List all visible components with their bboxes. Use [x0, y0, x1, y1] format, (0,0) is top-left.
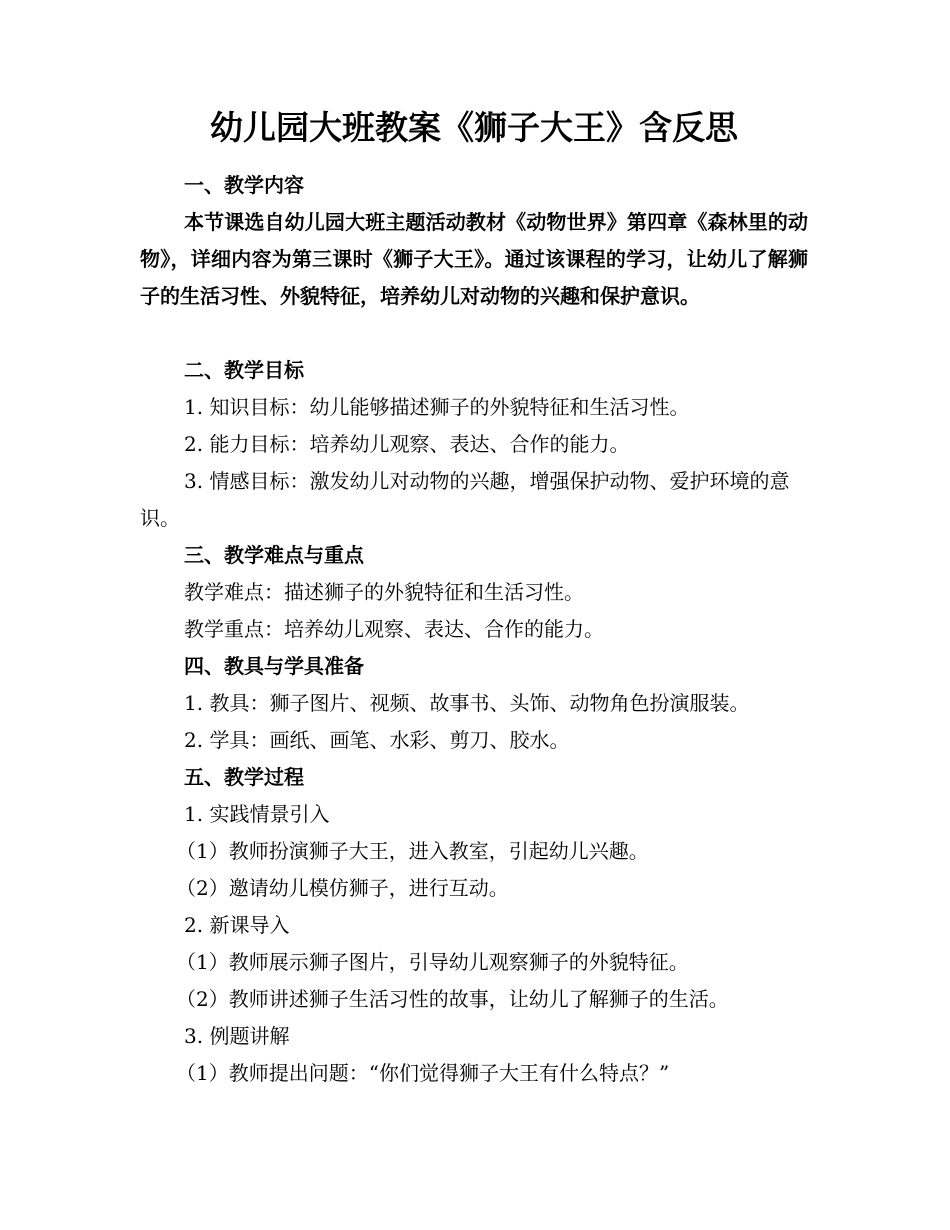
goal-ability: 2. 能力目标：培养幼儿观察、表达、合作的能力。 [184, 432, 630, 456]
process-step-3: 3. 例题讲解 [184, 1024, 290, 1048]
process-step-1: 1. 实践情景引入 [184, 802, 330, 826]
section-heading-materials: 四、教具与学具准备 [184, 654, 364, 678]
process-step-2-b: （2）教师讲述狮子生活习性的故事，让幼儿了解狮子的生活。 [176, 987, 729, 1011]
document-title: 幼儿园大班教案《狮子大王》含反思 [210, 108, 738, 147]
process-step-1-b: （2）邀请幼儿模仿狮子，进行互动。 [176, 876, 509, 900]
teaching-difficulty: 教学难点：描述狮子的外貌特征和生活习性。 [184, 580, 584, 604]
process-step-2-a: （1）教师展示狮子图片，引导幼儿观察狮子的外貌特征。 [176, 950, 689, 974]
section-heading-goals: 二、教学目标 [184, 358, 304, 382]
goal-knowledge: 1. 知识目标：幼儿能够描述狮子的外貌特征和生活习性。 [184, 395, 690, 419]
process-step-1-a: （1）教师扮演狮子大王，进入教室，引起幼儿兴趣。 [176, 839, 649, 863]
teaching-key-point: 教学重点：培养幼儿观察、表达、合作的能力。 [184, 617, 604, 641]
section-heading-content: 一、教学内容 [184, 173, 304, 197]
process-step-2: 2. 新课导入 [184, 913, 290, 937]
goal-emotion: 3. 情感目标：激发幼儿对动物的兴趣，增强保护动物、爱护环境的意识。 [140, 469, 790, 530]
materials-teacher: 1. 教具：狮子图片、视频、故事书、头饰、动物角色扮演服装。 [184, 691, 750, 715]
process-step-3-a: （1）教师提出问题：“你们觉得狮子大王有什么特点？” [176, 1061, 670, 1085]
materials-student: 2. 学具：画纸、画笔、水彩、剪刀、胶水。 [184, 728, 570, 752]
section-heading-process: 五、教学过程 [184, 765, 304, 789]
section-content-paragraph: 本节课选自幼儿园大班主题活动教材《动物世界》第四章《森林里的动物》，详细内容为第三课时《狮子大王》。通过该课程的学习，让幼儿了解狮子的生活习性、外貌特征，培养幼儿对动物的兴趣和保护意识。 [140, 210, 808, 308]
section-heading-difficulty: 三、教学难点与重点 [184, 543, 364, 567]
